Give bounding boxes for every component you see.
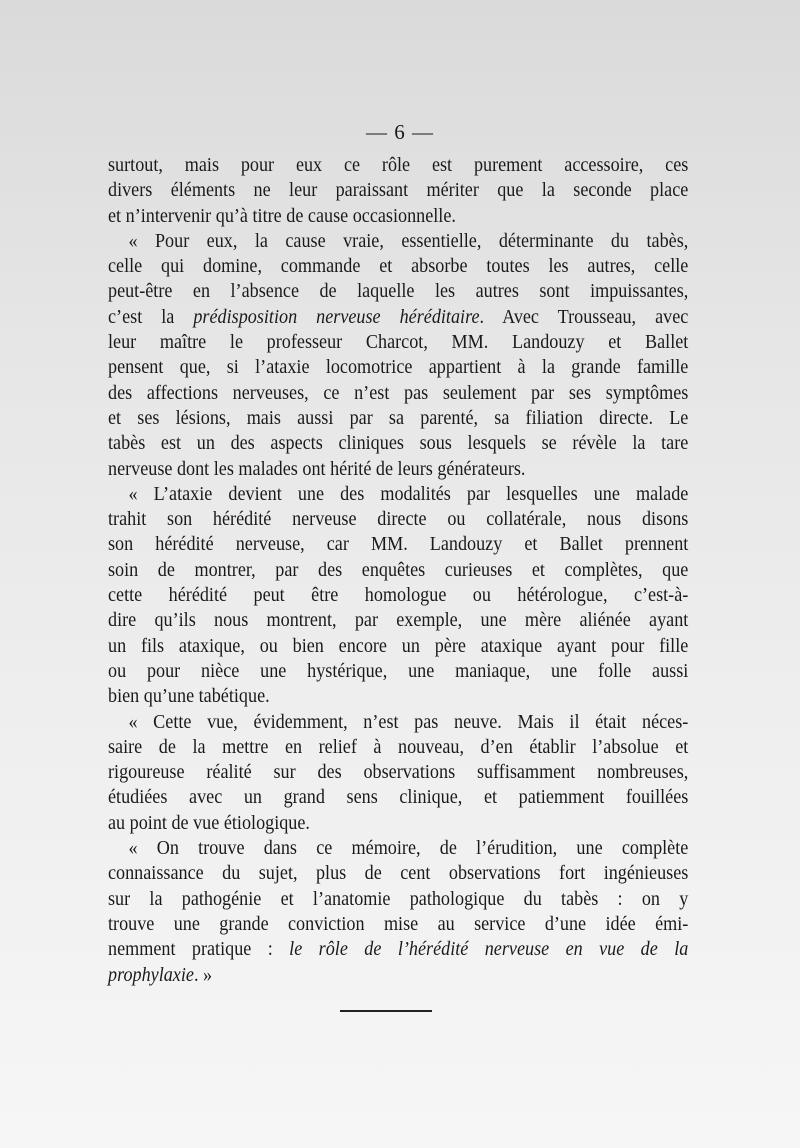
text-segment: . » — [193, 964, 213, 986]
text-line: ou pour nièce une hystérique, une maniaque, une folle aussi — [108, 660, 689, 682]
text-segment: c’est la — [108, 306, 194, 328]
text-line: « On trouve dans ce mémoire, de l’érudition, une complète — [128, 838, 689, 860]
text-line: soin de montrer, par des enquêtes curieuses et complètes, que — [108, 559, 689, 581]
italic-emphasis: prédisposition nerveuse héréditaire — [193, 306, 480, 328]
page-number: — 6 — — [366, 120, 434, 144]
text-line: trouve une grande conviction mise au service d’une idée émi- — [108, 913, 689, 935]
italic-emphasis: prophylaxie — [108, 964, 194, 986]
text-line: nerveuse dont les malades ont hérité de leurs générateurs. — [108, 458, 526, 480]
text-line: un fils ataxique, ou bien encore un père ataxique ayant pour fille — [108, 635, 689, 657]
text-line: bien qu’une tabétique. — [108, 686, 270, 708]
text-line: des affections nerveuses, ce n’est pas seulement par ses symptômes — [108, 382, 689, 404]
text-segment: . Avec Trousseau, avec — [479, 306, 689, 328]
text-line: au point de vue étiologique. — [108, 812, 310, 834]
text-line: divers éléments ne leur paraissant mériter que la seconde place — [108, 180, 689, 202]
text-line: son hérédité nerveuse, car MM. Landouzy et Ballet prennent — [108, 534, 689, 556]
text-segment: nemment pratique : — [108, 939, 290, 961]
text-line: peut-être en l’absence de laquelle les autres sont impuissantes, — [108, 281, 689, 303]
text-line: rigoureuse réalité sur des observations suffisamment nombreuses, — [108, 762, 689, 784]
text-line: et n’intervenir qu’à titre de cause occasionnelle. — [108, 205, 456, 227]
text-line: et ses lésions, mais aussi par sa parenté, sa filiation directe. Le — [108, 407, 689, 429]
text-line: dire qu’ils nous montrent, par exemple, une mère aliénée ayant — [108, 610, 689, 632]
text-line: trahit son hérédité nerveuse directe ou collatérale, nous disons — [108, 509, 689, 531]
text-line: connaissance du sujet, plus de cent observations fort ingénieuses — [108, 863, 689, 885]
text-line: « Pour eux, la cause vraie, essentielle, déterminante du tabès, — [128, 230, 689, 252]
text-line: pensent que, si l’ataxie locomotrice appartient à la grande famille — [108, 357, 689, 379]
section-end-rule — [340, 1010, 432, 1012]
text-line: tabès est un des aspects cliniques sous lesquels se révèle la tare — [108, 433, 689, 455]
text-line: « L’ataxie devient une des modalités par lesquelles une malade — [128, 483, 689, 505]
text-line-with-emphasis — [108, 305, 688, 330]
text-line-with-emphasis — [108, 937, 688, 962]
text-line: « Cette vue, évidemment, n’est pas neuve. Mais il était néces- — [128, 711, 689, 733]
text-line: étudiées avec un grand sens clinique, et patiemment fouillées — [108, 787, 689, 809]
text-line: surtout, mais pour eux ce rôle est purement accessoire, ces — [108, 155, 689, 176]
text-line: cette hérédité peut être homologue ou hétérologue, c’est-à- — [108, 585, 689, 607]
italic-emphasis: le rôle de l’hérédité nerveuse en vue de la — [289, 939, 689, 961]
text-line: leur maître le professeur Charcot, MM. Landouzy et Ballet — [108, 332, 689, 354]
text-line-with-emphasis — [108, 963, 688, 988]
body-text — [108, 153, 688, 988]
text-line: celle qui domine, commande et absorbe toutes les autres, celle — [108, 256, 689, 278]
text-line: saire de la mettre en relief à nouveau, d’en établir l’absolue et — [108, 736, 689, 758]
text-line: sur la pathogénie et l’anatomie pathologique du tabès : on y — [108, 888, 689, 910]
